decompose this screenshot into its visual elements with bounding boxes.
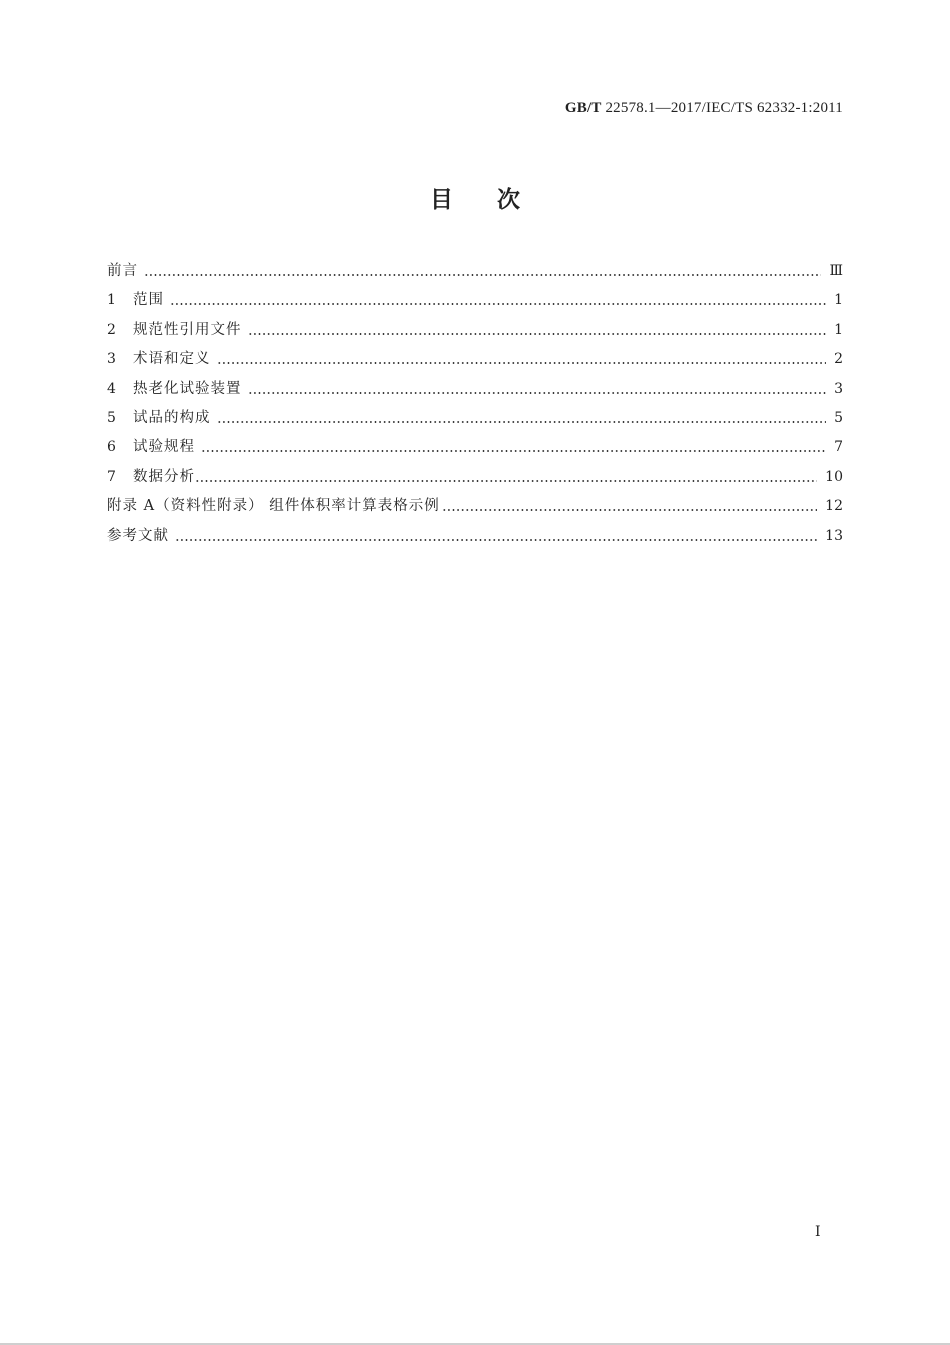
toc-entry-page: 7 [834, 439, 843, 456]
toc-entry-bibliography[interactable] [107, 524, 843, 553]
toc-entry-number: 6 [107, 439, 116, 456]
standard-number-text: 22578.1—2017/IEC/TS 62332-1:2011 [605, 100, 843, 116]
toc-entry-data-analysis[interactable] [107, 465, 843, 494]
toc-leader-dots [442, 498, 817, 512]
toc-entry-number: 4 [107, 380, 116, 397]
toc-leader-dots [170, 292, 826, 306]
toc-entry-number: 2 [107, 321, 116, 338]
toc-leader-dots [144, 263, 821, 277]
toc-entry-number: 5 [107, 409, 116, 426]
toc-entry-annex-a[interactable] [107, 494, 843, 523]
page-title-char-2: 次 [497, 187, 520, 213]
toc-entry-label: 参考文献 [107, 527, 169, 544]
toc-entry-scope[interactable] [107, 288, 843, 317]
toc-entry-page: 10 [825, 468, 843, 485]
toc-entry-label: 术语和定义 [133, 351, 211, 368]
toc-entry-test-procedure[interactable] [107, 435, 843, 464]
toc-entry-normative-references[interactable] [107, 318, 843, 347]
page-title [0, 181, 950, 214]
toc-entry-number: 7 [107, 468, 116, 485]
toc-entry-label: 热老化试验装置 [133, 380, 242, 397]
toc-entry-test-specimen-construction[interactable] [107, 406, 843, 435]
toc-entry-page: 1 [834, 321, 843, 338]
toc-leader-dots [217, 410, 827, 424]
toc-entry-label: 范围 [133, 292, 164, 309]
toc-entry-foreword[interactable] [107, 259, 843, 288]
toc-leader-dots [195, 469, 817, 483]
page-folio: I [815, 1224, 821, 1240]
toc-entry-page: 12 [825, 498, 843, 515]
table-of-contents [107, 259, 843, 553]
toc-entry-label: 前言 [107, 263, 138, 279]
standard-code: GB/T [564, 100, 602, 116]
toc-entry-number: 3 [107, 351, 116, 368]
toc-entry-label: 附录 A（资料性附录） 组件体积率计算表格示例 [107, 498, 440, 515]
toc-entry-page: 2 [834, 351, 843, 368]
toc-entry-terms-definitions[interactable] [107, 347, 843, 376]
standard-number [565, 100, 843, 117]
toc-entry-number: 1 [107, 292, 116, 309]
toc-entry-label: 试验规程 [133, 439, 195, 456]
toc-entry-page: Ⅲ [829, 263, 843, 279]
toc-entry-page: 5 [834, 409, 843, 426]
toc-leader-dots [175, 528, 817, 542]
toc-leader-dots [217, 351, 827, 365]
toc-entry-label: 数据分析 [133, 468, 195, 485]
toc-entry-thermal-ageing-apparatus[interactable] [107, 377, 843, 406]
toc-entry-label: 试品的构成 [133, 409, 211, 426]
page-title-char-1: 目 [430, 187, 453, 213]
toc-leader-dots [248, 381, 827, 395]
toc-leader-dots [248, 322, 827, 336]
toc-entry-label: 规范性引用文件 [133, 321, 242, 338]
toc-leader-dots [201, 439, 826, 453]
toc-entry-page: 13 [825, 527, 843, 544]
toc-entry-page: 1 [834, 292, 843, 309]
toc-entry-page: 3 [834, 380, 843, 397]
